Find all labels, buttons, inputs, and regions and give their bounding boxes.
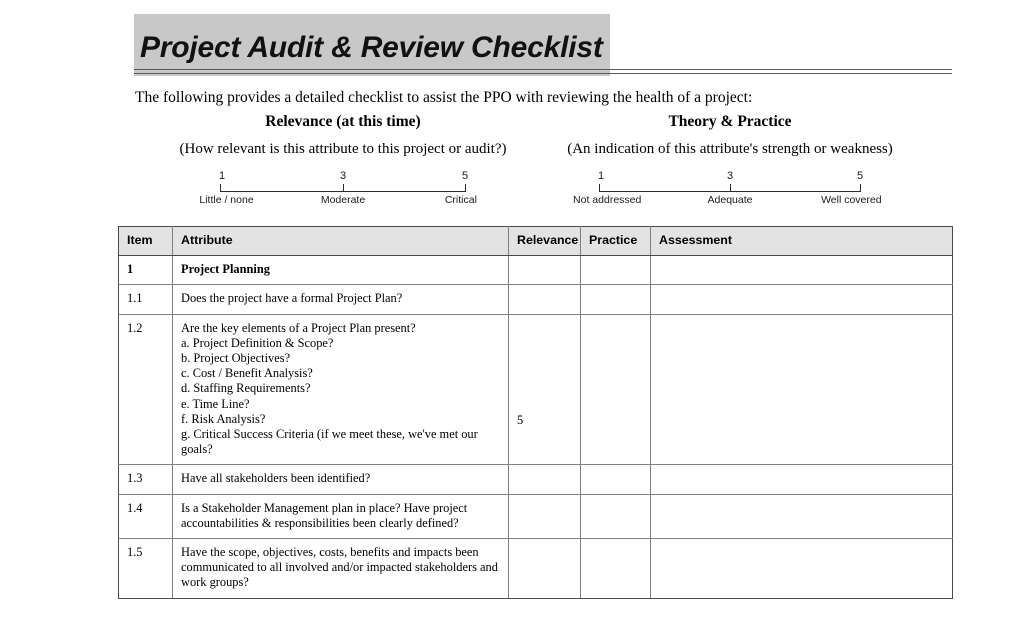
cell-assessment[interactable]: [651, 494, 953, 538]
ruler-tick-5: [860, 184, 861, 192]
cell-practice[interactable]: [581, 285, 651, 314]
table-header-row: [119, 227, 953, 256]
relevance-scale-subheading: (How relevant is this attribute to this project or audit?): [179, 141, 507, 157]
cell-relevance[interactable]: [509, 314, 581, 465]
column-header-assessment: Assessment: [651, 227, 953, 256]
ruler-label-5: Well covered: [821, 194, 882, 206]
ruler-label-1: Not addressed: [573, 194, 642, 206]
ruler-label-3: Moderate: [320, 194, 366, 206]
intro-paragraph: The following provides a detailed checklist to assist the PPO with reviewing the health of a project:: [135, 89, 753, 106]
page-title: Project Audit & Review Checklist: [140, 31, 603, 64]
cell-attribute: Does the project have a formal Project Plan?: [173, 285, 509, 314]
sublist-item: d. Staffing Requirements?: [181, 381, 311, 396]
ruler-tick-1: [599, 184, 600, 192]
cell-assessment[interactable]: [651, 539, 953, 599]
ruler-number-1: 1: [597, 170, 605, 182]
sublist-item: e. Time Line?: [181, 396, 250, 411]
cell-item: 1.4: [119, 494, 173, 538]
cell-attribute: Have all stakeholders been identified?: [173, 465, 509, 494]
column-header-item: Item: [119, 227, 173, 256]
sublist-item: c. Cost / Benefit Analysis?: [181, 366, 313, 381]
relevance-value: 5: [517, 412, 524, 427]
cell-item: 1.3: [119, 465, 173, 494]
sublist-item: a. Project Definition & Scope?: [181, 335, 334, 350]
cell-assessment[interactable]: [651, 465, 953, 494]
sublist-item: f. Risk Analysis?: [181, 411, 266, 426]
cell-item: 1.2: [119, 314, 173, 465]
table-row: [119, 314, 953, 465]
ruler-number-3: 3: [339, 170, 347, 182]
sublist-item: b. Project Objectives?: [181, 351, 291, 366]
cell-item: 1: [119, 256, 173, 285]
attribute-sublist: [181, 336, 500, 458]
practice-scale-heading: Theory & Practice: [668, 113, 792, 130]
ruler-number-3: 3: [726, 170, 734, 182]
cell-relevance[interactable]: [509, 285, 581, 314]
sublist-item: g. Critical Success Criteria (if we meet these, we've met our goals?: [181, 427, 478, 457]
ruler-number-1: 1: [218, 170, 226, 182]
cell-relevance[interactable]: [509, 465, 581, 494]
cell-practice[interactable]: [581, 314, 651, 465]
checklist-table-wrapper: [118, 226, 952, 599]
practice-scale-block: [505, 112, 955, 207]
ruler-label-1: Little / none: [199, 194, 254, 206]
checklist-table: [118, 226, 953, 599]
cell-attribute: Is a Stakeholder Management plan in place? Have project accountabilities & responsibilities been clearly defined?: [173, 494, 509, 538]
cell-item: 1.1: [119, 285, 173, 314]
ruler-number-5: 5: [856, 170, 864, 182]
cell-practice[interactable]: [581, 256, 651, 285]
practice-ruler: [573, 170, 882, 207]
cell-relevance[interactable]: [509, 256, 581, 285]
table-body: [119, 256, 953, 598]
column-header-practice: Practice: [581, 227, 651, 256]
ruler-number-5: 5: [461, 170, 469, 182]
cell-practice[interactable]: [581, 494, 651, 538]
ruler-tick-5: [465, 184, 466, 192]
table-row: [119, 285, 953, 314]
column-header-attribute: Attribute: [173, 227, 509, 256]
title-divider-rule: [134, 69, 952, 74]
column-header-relevance: Relevance: [509, 227, 581, 256]
ruler-label-5: Critical: [444, 194, 477, 206]
table-header: [119, 227, 953, 256]
cell-attribute: Have the scope, objectives, costs, benefits and impacts been communicated to all involved and/or impacted stakeholders and work groups?: [173, 539, 509, 599]
ruler-tick-3: [730, 184, 731, 192]
ruler-tick-3: [343, 184, 344, 192]
question-lead: Are the key elements of a Project Plan present?: [181, 320, 416, 335]
relevance-scale-block: [128, 112, 558, 207]
ruler-tick-1: [220, 184, 221, 192]
table-row: [119, 465, 953, 494]
relevance-ruler: [199, 170, 477, 207]
cell-practice[interactable]: [581, 539, 651, 599]
cell-item: 1.5: [119, 539, 173, 599]
ruler-label-3: Adequate: [707, 194, 753, 206]
cell-practice[interactable]: [581, 465, 651, 494]
cell-attribute: Project Planning: [173, 256, 509, 285]
cell-assessment[interactable]: [651, 256, 953, 285]
cell-assessment[interactable]: [651, 314, 953, 465]
table-row: [119, 539, 953, 599]
relevance-scale-heading: Relevance (at this time): [265, 113, 421, 130]
table-row: [119, 256, 953, 285]
table-row: [119, 494, 953, 538]
cell-relevance[interactable]: [509, 539, 581, 599]
practice-scale-subheading: (An indication of this attribute's strength or weakness): [567, 141, 893, 157]
cell-attribute: [173, 314, 509, 465]
cell-assessment[interactable]: [651, 285, 953, 314]
cell-relevance[interactable]: [509, 494, 581, 538]
